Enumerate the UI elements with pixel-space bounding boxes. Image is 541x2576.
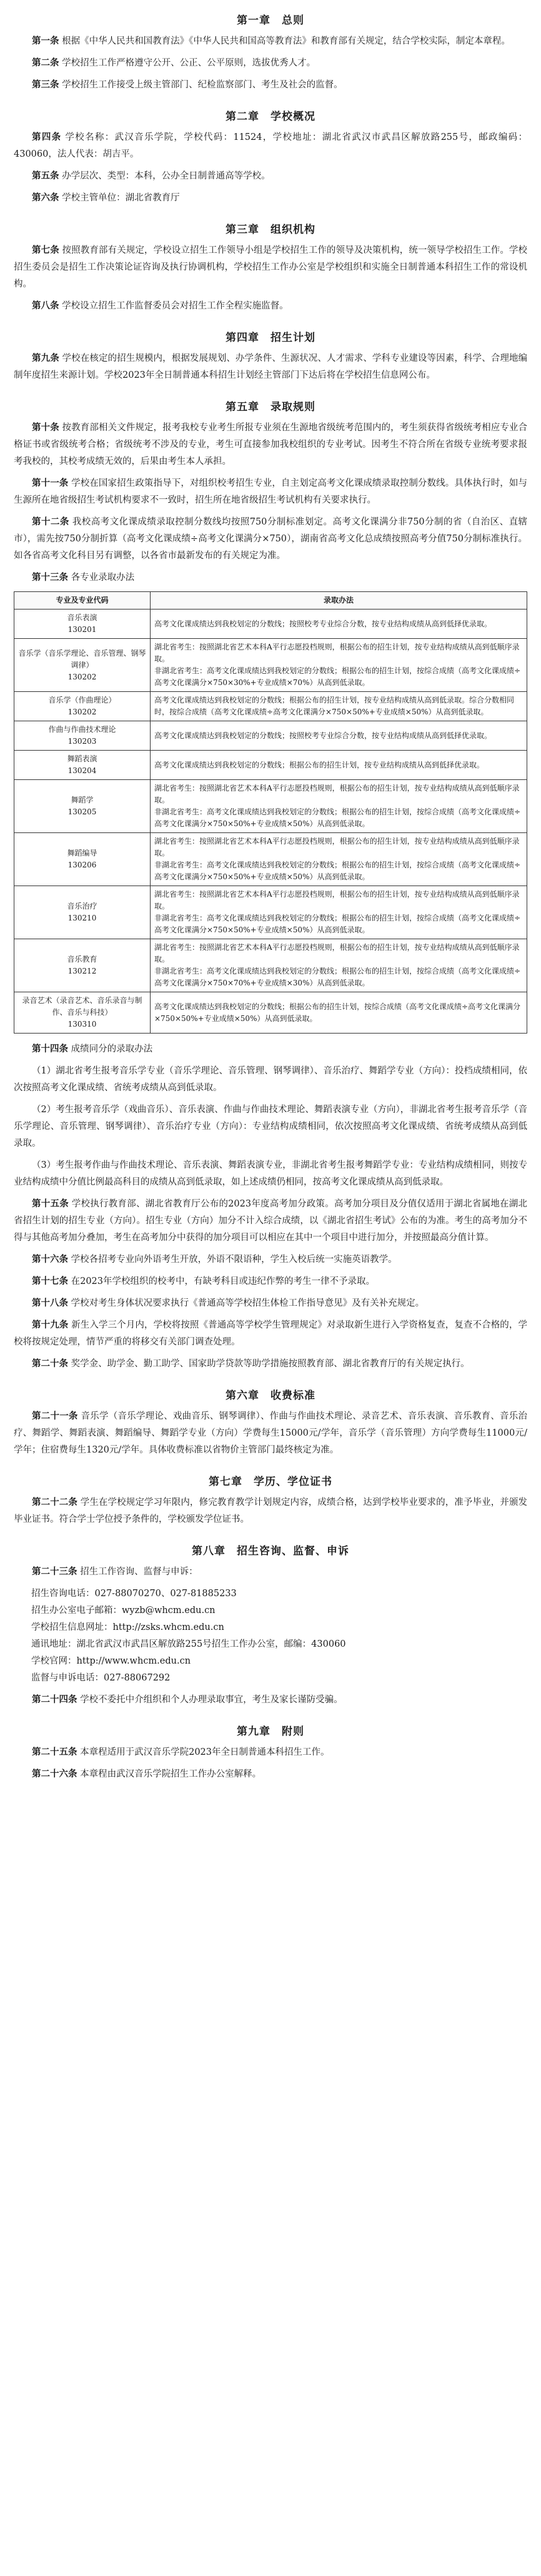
sub-clause: （2）考生报考音乐学（戏曲音乐）、音乐表演、作曲与作曲技术理论、舞蹈表演专业（方向），非湖北省考生报考音乐学（音乐学理论、音乐管理、钢琴调律）、音乐治疗专业（方向）：专业结构成绩相同，依次按照高考文化课成绩、省统考成绩从高到低录取。 [14,1105,527,1148]
rule-text: 湖北省考生：按照湖北省艺术本科A平行志愿投档规则，根据公布的招生计划，按专业结构成绩从高到低顺序录取。 [154,943,520,964]
table-row [14,939,527,992]
article-number: 第九条 [32,353,59,363]
article [14,1692,527,1709]
major-name: 音乐教育 [67,955,97,964]
article-number: 第二十一条 [32,1411,78,1421]
rule-text: 高考文化课成绩达到我校划定的分数线；按照校考专业综合分数，按专业结构成绩从高到低择优录取。 [154,619,492,628]
article [14,1251,527,1268]
major-code: 130202 [67,672,97,681]
article [14,298,527,315]
article-number: 第三条 [32,80,59,90]
rule-text: 非湖北省考生：高考文化课成绩达到我校划定的分数线；根据公布的招生计划，按综合成绩（高考文化课成绩÷高考文化课满分×750×50%+专业成绩×50%）从高到低录取。 [154,914,521,934]
article [14,1494,527,1528]
major-name: 作曲与作曲技术理论 [48,725,116,734]
rule-cell [151,780,527,833]
major-cell [14,751,151,780]
article-text: 新生入学三个月内，学校将按照《普通高等学校学生管理规定》对录取新生进行入学资格复查，复查不合格的，学校将按规定处理，情节严重的将移交有关部门调查处理。 [14,1320,528,1347]
article-text: 各专业录取办法 [71,573,135,583]
chapter-title: 第二章 学校概况 [226,111,315,123]
rule-text: 湖北省考生：按照湖北省艺术本科A平行志愿投档规则，根据公布的招生计划，按专业结构成绩从高到低顺序录取。 [154,890,520,910]
article-text: 招生工作咨询、监督与申诉： [80,1567,198,1577]
contact-official-website[interactable]: 学校官网：http://www.whcm.edu.cn [31,1656,191,1666]
rule-text: 高考文化课成绩达到我校划定的分数线；根据公布的招生计划，按综合成绩（高考文化课成绩÷高考文化课满分×750×50%+专业成绩×50%）从高到低录取。 [154,1002,521,1023]
after-table-section [14,1041,527,1373]
major-name: 音乐治疗 [67,902,97,910]
article-text: 音乐学（音乐学理论、戏曲音乐、钢琴调律）、作曲与作曲技术理论、录音艺术、音乐表演、音乐教育、音乐治疗、舞蹈学、舞蹈表演、舞蹈编导、舞蹈学专业（方向）学费每生15000元/学年，音乐学（音乐管理）方向学费每生11000元/学年；住宿费每生1320元/学年。具体收费标准以省物价主管部门最终核定为准。 [14,1411,527,1455]
article [14,33,527,50]
article [14,168,527,185]
article-number: 第十三条 [32,573,68,583]
major-cell [14,886,151,939]
table-row [14,609,527,639]
article-text: 奖学金、助学金、勤工助学、国家助学贷款等助学措施按照教育部、湖北省教育厅的有关规定执行。 [71,1359,470,1369]
article-text: 在2023年学校组织的校考中，有缺考科目或违纪作弊的考生一律不予录取。 [71,1276,375,1286]
table-row [14,780,527,833]
rule-text: 非湖北省考生：高考文化课成绩达到我校划定的分数线；根据公布的招生计划，按综合成绩（高考文化课成绩÷高考文化课满分×750×50%+专业成绩×50%）从高到低录取。 [154,807,521,828]
article [14,350,527,384]
article [14,1766,527,1783]
contact-address: 通讯地址：湖北省武汉市武昌区解放路255号招生工作办公室，邮编：430060 [31,1639,346,1649]
major-cell [14,939,151,992]
article-number: 第二十五条 [32,1747,77,1757]
table-row [14,692,527,721]
article-number: 第二条 [32,58,59,68]
article [14,190,527,207]
major-code: 130210 [67,914,97,922]
article [14,475,527,509]
article-number: 第七条 [32,245,59,255]
article-text: 学校设立招生工作监督委员会对招生工作全程实施监督。 [62,301,289,311]
major-cell [14,609,151,639]
contact-admission-website[interactable]: 学校招生信息网址：http://zsks.whcm.edu.cn [31,1622,224,1632]
article [14,55,527,72]
table-header-row [14,592,527,609]
major-code: 130310 [67,1020,97,1029]
article-number: 第十一条 [32,478,69,488]
article-number: 第十条 [32,423,59,433]
article-text: 根据《中华人民共和国教育法》《中华人民共和国高等教育法》和教育部有关规定，结合学校实际，制定本章程。 [62,36,510,46]
major-code: 130201 [67,625,97,634]
major-code: 130206 [67,861,97,869]
article-text: 学校在核定的招生规模内，根据发展规划、办学条件、生源状况、人才需求、学科专业建设等因素，科学、合理地编制年度招生来源计划。学校2023年全日制普通本科招生计划经主管部门下达后将在学校招生信息网公布。 [14,353,528,380]
rule-text: 高考文化课成绩达到我校划定的分数线；根据公布的招生计划，按专业结构成绩从高到低录取。综合分数相同时，按综合成绩（高考文化课成绩÷高考文化课满分×750×50%+专业成绩×50%）从高到低录取。 [154,696,515,716]
rule-text: 非湖北省考生：高考文化课成绩达到我校划定的分数线；根据公布的招生计划，按综合成绩（高考文化课成绩÷高考文化课满分×750×30%+专业成绩×70%）从高到低录取。 [154,666,521,687]
article-text: 我校高考文化课成绩录取控制分数线均按照750分制标准划定。高考文化课满分非750分制的省（自治区、直辖市），需先按750分制折算（高考文化课成绩÷高考文化课满分×750），湖南省高考文化总成绩按照高考分值750分制标准执行。如各省高考文化科目另有调整，以各省市最新发布的有关规定为准。 [14,517,528,561]
table-row [14,992,527,1034]
rule-text: 湖北省考生：按照湖北省艺术本科A平行志愿投档规则，根据公布的招生计划，按专业结构成绩从高到低顺序录取。 [154,643,520,663]
article-number: 第八条 [32,301,59,311]
rule-cell [151,751,527,780]
major-cell [14,639,151,692]
article-text: 学校招生工作接受上级主管部门、纪检监察部门、考生及社会的监督。 [62,80,343,90]
table-body [14,609,527,1034]
article-number: 第四条 [32,132,62,142]
major-name: 舞蹈表演 [67,754,97,763]
article [14,1564,527,1581]
rule-text: 非湖北省考生：高考文化课成绩达到我校划定的分数线；根据公布的招生计划，按综合成绩（高考文化课成绩÷高考文化课满分×750×70%+专业成绩×30%）从高到低录取。 [154,967,521,987]
chapter-title: 第三章 组织机构 [226,224,315,236]
major-name: 音乐表演 [67,613,97,622]
article-text: 成绩同分的录取办法 [71,1044,153,1054]
article [14,1408,527,1459]
article-text: 学校主管单位：湖北省教育厅 [62,193,180,203]
article-text: 学校各招考专业向外语考生开放，外语不限语种，学生入校后统一实施英语教学。 [71,1255,397,1265]
article [14,570,527,586]
article-number: 第一条 [32,36,59,46]
article-text: 按照教育部有关规定，学校设立招生工作领导小组是学校招生工作的领导及决策机构，统一领导学校招生工作。学校招生委员会是招生工作决策论证咨询及执行协调机构，学校招生工作办公室是学校组织和实施全日制普通本科招生工作的常设机构。 [14,245,528,289]
rule-text: 非湖北省考生：高考文化课成绩达到我校划定的分数线；根据公布的招生计划，按综合成绩（高考文化课成绩÷高考文化课满分×750×50%+专业成绩×50%）从高到低录取。 [154,861,521,881]
article-number: 第六条 [32,193,59,203]
column-header-major: 专业及专业代码 [14,592,151,609]
article-text: 学校不委托中介组织和个人办理录取事宜，考生及家长谨防受骗。 [80,1695,343,1705]
major-name: 音乐学（音乐学理论、音乐管理、钢琴调律） [18,648,146,669]
chapter-title: 第一章 总则 [237,14,304,27]
article-number: 第二十二条 [32,1498,77,1508]
rule-text: 湖北省考生：按照湖北省艺术本科A平行志愿投档规则，根据公布的招生计划，按专业结构成绩从高到低顺序录取。 [154,837,520,857]
major-name: 舞蹈学 [71,796,94,804]
rule-cell [151,833,527,886]
chapter-title: 第九章 附则 [237,1725,304,1738]
major-code: 130202 [67,708,97,716]
rule-text: 高考文化课成绩达到我校划定的分数线；根据公布的招生计划，按专业结构成绩从高到低择优录取。 [154,760,485,769]
major-name: 音乐学（作曲理论） [48,696,116,704]
table-row [14,721,527,751]
major-code: 130203 [67,737,97,746]
article-text: 本章程适用于武汉音乐学院2023年全日制普通本科招生工作。 [80,1747,330,1757]
rule-text: 湖北省考生：按照湖北省艺术本科A平行志愿投档规则，根据公布的招生计划，按专业结构成绩从高到低顺序录取。 [154,784,520,804]
major-code: 130204 [67,766,97,775]
sub-clause: （1）湖北省考生报考音乐学专业（音乐学理论、音乐管理、钢琴调律）、音乐治疗、舞蹈学专业（方向）：投档成绩相同，依次按照高考文化课成绩、省统考成绩从高到低录取。 [14,1066,527,1093]
chapter-title: 第四章 招生计划 [226,332,315,344]
article-number: 第十二条 [32,517,69,527]
article [14,129,527,163]
article-number: 第十九条 [32,1320,69,1330]
major-cell [14,780,151,833]
major-name: 舞蹈编导 [67,849,97,857]
major-code: 130212 [67,967,97,975]
major-cell [14,992,151,1034]
table-row [14,886,527,939]
rule-cell [151,692,527,721]
article-number: 第五条 [32,171,59,181]
major-cell [14,721,151,751]
column-header-rule: 录取办法 [151,592,527,609]
admission-table [14,591,527,1034]
article [14,1273,527,1290]
article-number: 第十八条 [32,1298,68,1308]
article [14,1317,527,1351]
article-number: 第十七条 [32,1276,68,1286]
article-number: 第二十三条 [32,1567,77,1577]
rule-cell [151,886,527,939]
article-text: 学校名称：武汉音乐学院，学校代码：11524，学校地址：湖北省武汉市武昌区解放路255号，邮政编码：430060，法人代表：胡吉平。 [14,132,528,159]
table-row [14,639,527,692]
article [14,1356,527,1373]
article-number: 第二十四条 [32,1695,77,1705]
chapter-title: 第五章 录取规则 [226,401,315,413]
article-text: 办学层次、类型：本科，公办全日制普通高等学校。 [62,171,270,181]
article-number: 第二十六条 [32,1769,77,1779]
rule-cell [151,939,527,992]
article-number: 第二十条 [32,1359,68,1369]
article-text: 按教育部相关文件规定，报考我校专业考生所报专业须在生源地省级统考范围内的，考生须获得省级统考相应专业合格证书或省级统考合格；省级统考不涉及的专业，考生可直接参加我校组织的专业考试。因考生不符合所在省级专业统考要求报考我校的，其校考成绩无效的，后果由考生本人承担。 [14,423,528,466]
article [14,1196,527,1246]
article-number: 第十四条 [32,1044,68,1054]
rule-cell [151,609,527,639]
table-row [14,833,527,886]
contact-supervision-phone: 监督与申诉电话：027-88067292 [31,1673,171,1683]
article-text: 学校执行教育部、湖北省教育厅公布的2023年度高考加分政策。高考加分项目及分值仅适用于湖北省属地在湖北省招生计划的招生专业（方向）。招生专业（方向）加分不计入综合成绩，以《湖北省招生考试》公布的为准。考生的高考加分不得与其他高考加分叠加，考生在高考加分中获得的加分项目可以相应在其中一个项目中进行加分，并按照最高分值计算。 [14,1199,527,1243]
major-cell [14,833,151,886]
major-code: 130205 [67,807,97,816]
major-name: 录音艺术（录音艺术、音乐录音与制作、音乐与科技） [22,996,142,1017]
contact-email[interactable]: 招生办公室电子邮箱：wyzb@whcm.edu.cn [31,1606,216,1616]
article [14,1041,527,1058]
contact-phone: 招生咨询电话：027-88070270、027-81885233 [31,1589,237,1599]
article-text: 本章程由武汉音乐学院招生工作办公室解释。 [80,1769,262,1779]
chapter-title: 第六章 收费标准 [226,1389,315,1402]
rule-cell [151,721,527,751]
article-number: 第十五条 [32,1199,69,1209]
article [14,420,527,470]
article-number: 第十六条 [32,1255,68,1265]
table-row [14,751,527,780]
article-text: 学校招生工作严格遵守公开、公正、公平原则，选拔优秀人才。 [62,58,316,68]
chapter-title: 第八章 招生咨询、监督、申诉 [192,1545,349,1557]
chapter-title: 第七章 学历、学位证书 [209,1476,332,1488]
article [14,1295,527,1312]
article-text: 学校对考生身体状况要求执行《普通高等学校招生体检工作指导意见》及有关补充规定。 [71,1298,425,1308]
article [14,514,527,565]
article-text: 学生在学校规定学习年限内，修完教育教学计划规定内容，成绩合格，达到学校毕业要求的，准予毕业，并颁发毕业证书。符合学士学位授予条件的，学校颁发学位证书。 [14,1498,528,1524]
article-text: 学校在国家招生政策指导下，对组织校考招生专业，自主划定高考文化课成绩录取控制分数线。具体执行时，如与生源所在地省级招生考试机构要求不一致时，招生所在地省级招生考试机构有关要求执行。 [14,478,528,505]
sub-clause: （3）考生报考作曲与作曲技术理论、音乐表演、舞蹈表演专业，非湖北省考生报考舞蹈学专业：专业结构成绩相同，则按专业结构成绩中分值比例最高科目的成绩从高到低录取，如上述成绩仍相同，按高考文化课成绩从高到低录取。 [14,1160,527,1187]
article [14,77,527,94]
rule-text: 高考文化课成绩达到我校划定的分数线；按照校考专业综合分数，按专业结构成绩从高到低择优录取。 [154,731,492,740]
rule-cell [151,639,527,692]
rule-cell [151,992,527,1034]
article [14,1744,527,1761]
major-cell [14,692,151,721]
article [14,242,527,293]
